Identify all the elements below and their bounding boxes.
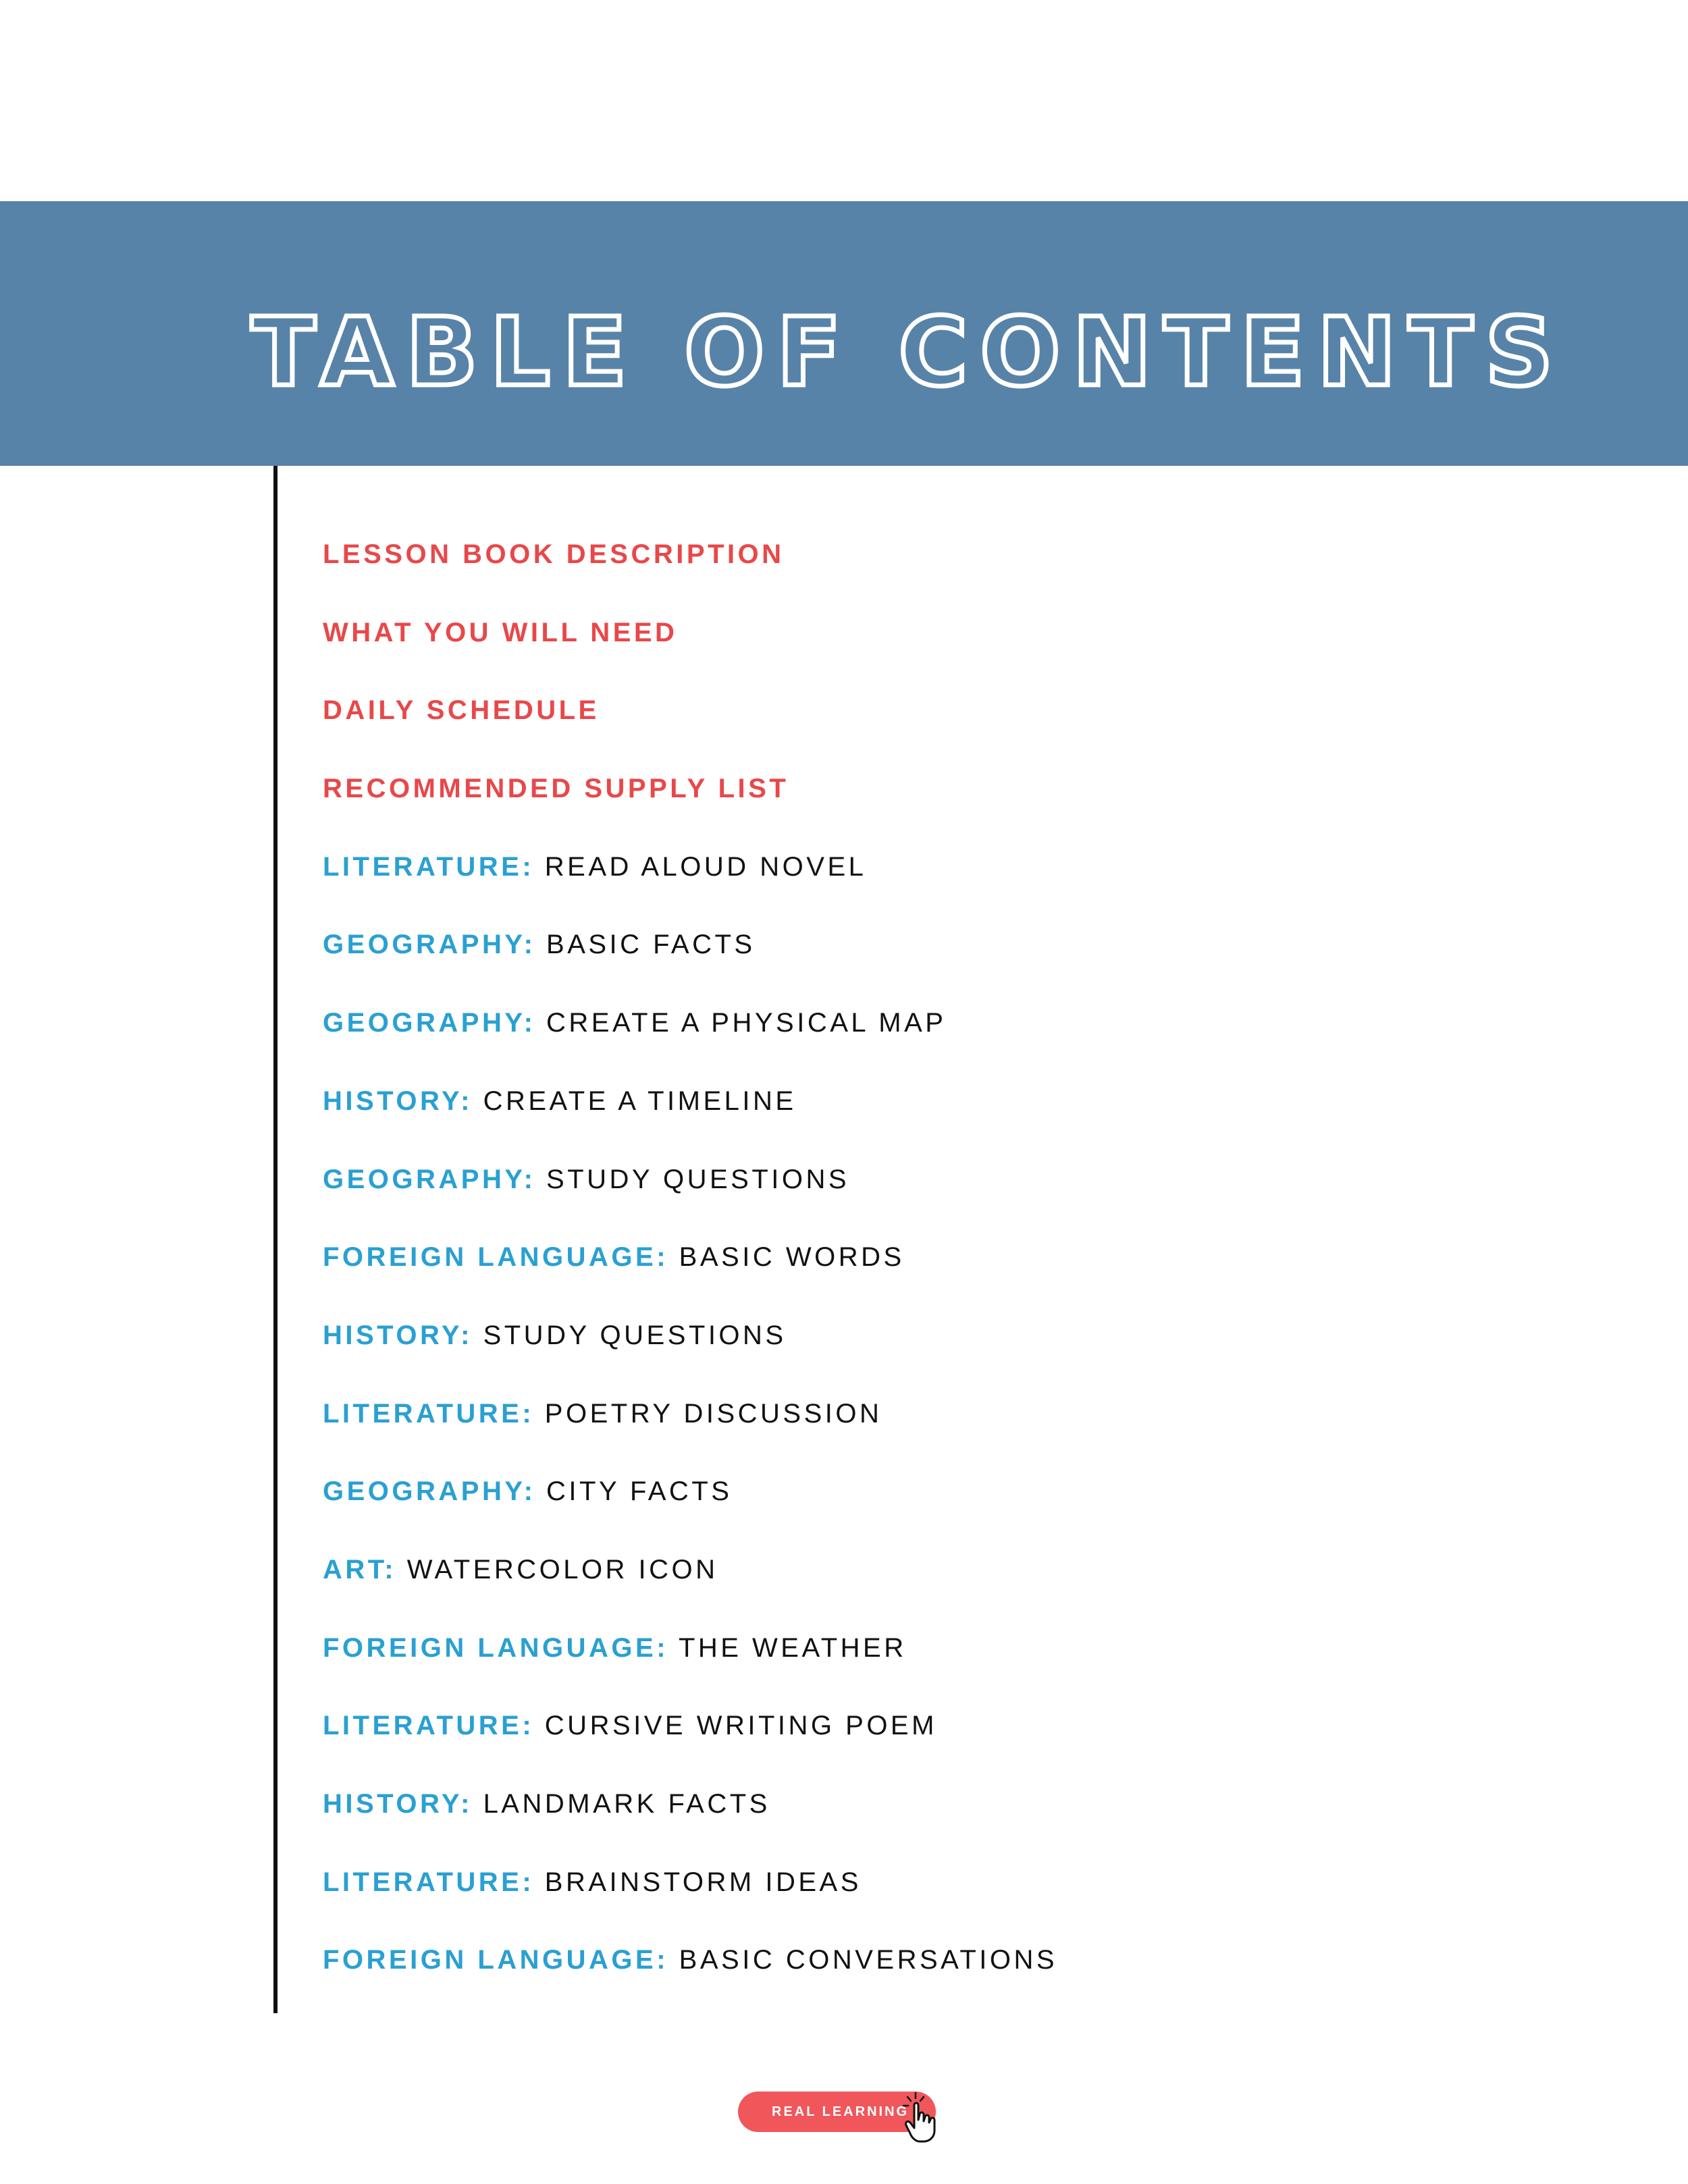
toc-entry: [323, 1861, 1057, 1940]
toc-entry-subject: HISTORY:: [323, 1789, 473, 1819]
toc-section-lesson-book-description: [323, 533, 1057, 612]
toc-section-label: DAILY SCHEDULE: [323, 695, 600, 726]
badge-label: REAL LEARNING: [772, 2104, 909, 2119]
toc-entry-topic: BASIC CONVERSATIONS: [679, 1945, 1058, 1975]
toc-entry: [323, 924, 1057, 1002]
toc-entry-topic: LANDMARK FACTS: [483, 1789, 770, 1819]
toc-entry: [323, 1236, 1057, 1314]
toc-section-label: RECOMMENDED SUPPLY LIST: [323, 774, 789, 804]
toc-entry: [323, 1393, 1057, 1471]
toc-entry-topic: CREATE A PHYSICAL MAP: [546, 1008, 947, 1038]
toc-entry-subject: LITERATURE:: [323, 1398, 535, 1429]
page-title: TABLE OF CONTENTS: [251, 298, 1566, 408]
toc-entry-subject: GEOGRAPHY:: [323, 1008, 536, 1038]
toc-entry-subject: HISTORY:: [323, 1320, 473, 1350]
toc-section-daily-schedule: [323, 689, 1057, 768]
toc-entry-subject: LITERATURE:: [323, 851, 535, 882]
toc-entry-topic: BRAINSTORM IDEAS: [544, 1867, 862, 1897]
toc-entry: [323, 1002, 1057, 1080]
toc-section-label: LESSON BOOK DESCRIPTION: [323, 539, 785, 569]
toc-entry: [323, 1783, 1057, 1861]
toc-entry-topic: READ ALOUD NOVEL: [544, 851, 867, 882]
toc-entry: [323, 1705, 1057, 1783]
toc-entry: [323, 1549, 1057, 1627]
toc-entry-topic: BASIC FACTS: [546, 930, 756, 960]
toc-entry: [323, 1080, 1057, 1158]
toc-section-label: WHAT YOU WILL NEED: [323, 617, 678, 647]
toc-entry-subject: GEOGRAPHY:: [323, 1164, 536, 1194]
toc-entry-topic: CITY FACTS: [546, 1476, 733, 1507]
toc-entry-subject: HISTORY:: [323, 1086, 473, 1116]
toc-entry-topic: POETRY DISCUSSION: [544, 1398, 882, 1429]
toc-entry-topic: WATERCOLOR ICON: [406, 1554, 718, 1584]
toc-entry: [323, 1470, 1057, 1549]
table-of-contents: [323, 533, 1057, 2017]
toc-entry: [323, 1158, 1057, 1237]
toc-section-recommended-supply-list: [323, 768, 1057, 846]
toc-entry: [323, 846, 1057, 924]
vertical-divider: [273, 466, 278, 2013]
toc-entry-subject: ART:: [323, 1554, 397, 1584]
toc-entry: [323, 1939, 1057, 2017]
toc-entry-topic: CURSIVE WRITING POEM: [544, 1711, 937, 1741]
toc-entry-topic: STUDY QUESTIONS: [483, 1320, 787, 1350]
toc-entry-subject: FOREIGN LANGUAGE:: [323, 1945, 669, 1975]
toc-entry-topic: THE WEATHER: [678, 1632, 907, 1663]
toc-entry-subject: LITERATURE:: [323, 1867, 535, 1897]
toc-entry-topic: BASIC WORDS: [679, 1242, 905, 1273]
toc-entry-subject: GEOGRAPHY:: [323, 1476, 536, 1507]
toc-entry-subject: LITERATURE:: [323, 1711, 535, 1741]
toc-entry: [323, 1627, 1057, 1705]
toc-entry-subject: FOREIGN LANGUAGE:: [323, 1242, 669, 1273]
toc-entry: [323, 1314, 1057, 1393]
toc-entry-topic: STUDY QUESTIONS: [546, 1164, 850, 1194]
toc-section-what-you-will-need: [323, 612, 1057, 690]
pointer-hand-icon: [898, 2090, 951, 2144]
toc-entry-subject: FOREIGN LANGUAGE:: [323, 1632, 669, 1663]
toc-entry-subject: GEOGRAPHY:: [323, 930, 536, 960]
toc-entry-topic: CREATE A TIMELINE: [483, 1086, 797, 1116]
